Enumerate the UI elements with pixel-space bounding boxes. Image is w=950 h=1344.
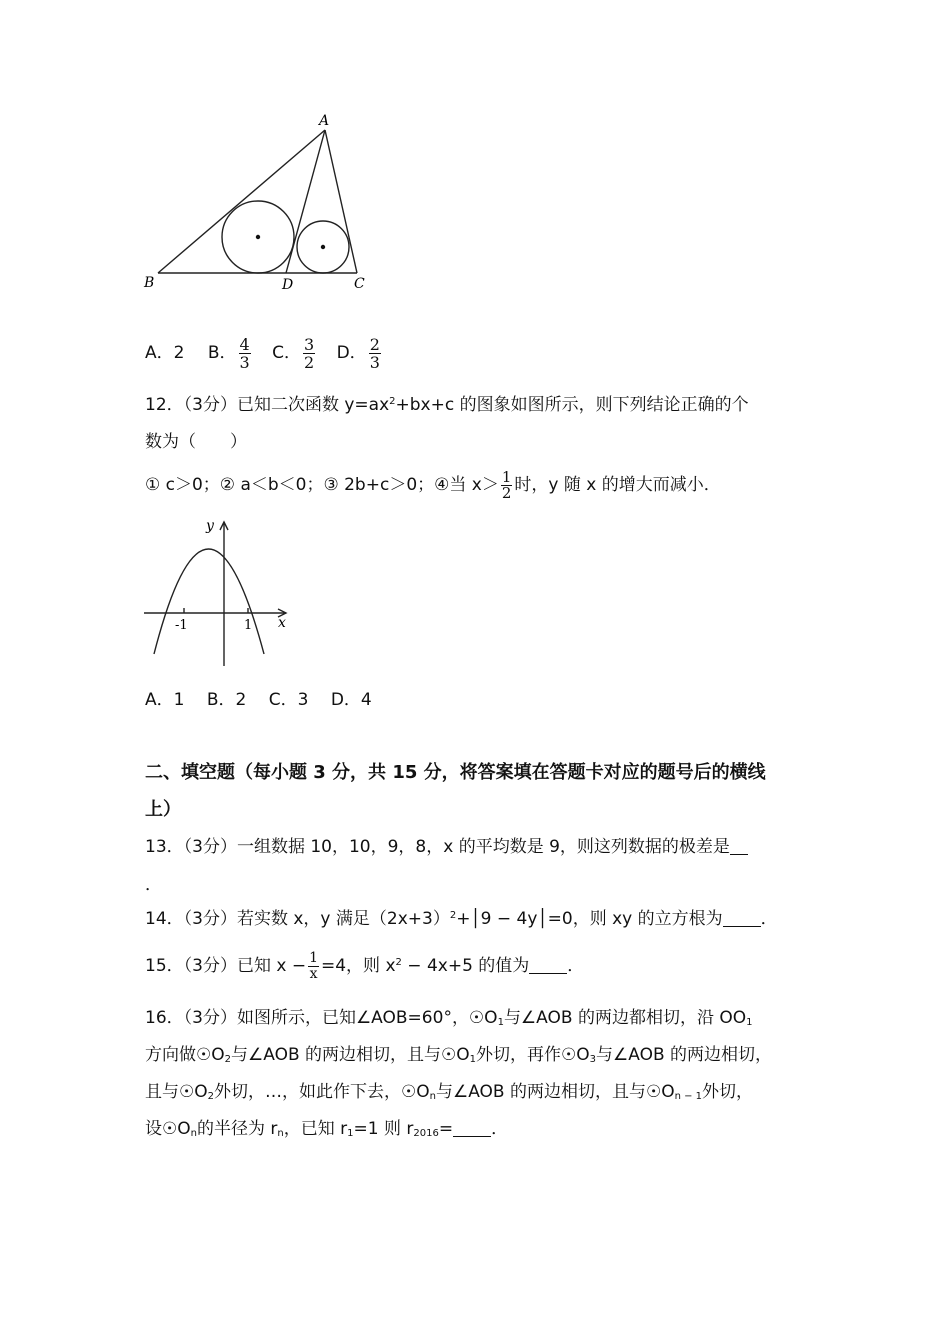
label-a: A [319, 113, 330, 129]
q13-line1: 13．（3分）一组数据 10，10，9，8，x 的平均数是 9，则这列数据的极差是 [145, 832, 748, 857]
q11-option-b-fraction: $\frac{4}{3}$ [239, 334, 250, 372]
parabola-curve [154, 549, 264, 654]
q11-option-d-prefix: D． [336, 343, 367, 363]
q11-option-a: A．2 [145, 343, 185, 363]
q16-line2: 方向做$☉O_2$与∠AOB 的两边相切，且与$☉O_1$外切，再作$☉O_3$与∠AOB 的两边相切， [145, 1045, 773, 1065]
q11-options [145, 333, 383, 373]
q14-answer-blank[interactable] [723, 910, 761, 927]
q12-options: A．1 B．2 C．3 D．4 [145, 690, 372, 710]
q11-option-c-fraction: $\frac{3}{2}$ [304, 334, 315, 372]
q11-option-c-prefix: C． [272, 343, 301, 363]
q16-answer-blank[interactable] [453, 1120, 491, 1137]
q11-option-b-prefix: B． [207, 343, 237, 363]
q16-line1: 16．（3分）如图所示，已知∠AOB=60°，$☉O_1$与∠AOB 的两边都相切，沿 $OO_1$ [145, 1008, 753, 1028]
q12-stem-line2: 数为（ ） [145, 432, 247, 452]
q16-line4: 设$☉O_n$的半径为 $r_n$，已知 $r_1=1$ 则 $r_{2016}=$ ． [145, 1119, 509, 1139]
q15-answer-blank[interactable] [529, 957, 567, 974]
label-d: D [282, 277, 294, 293]
q12-conditions: ① c＞0；② a＜b＜0；③ 2b+c＞0；④当 x＞ $\frac{1}{2}$ 时，y 随 x 的增大而减小． [145, 467, 721, 502]
label-c: C [354, 276, 365, 292]
tick-label-neg1: -1 [175, 618, 188, 633]
q16-line3: 且与$☉O_2$外切，…，如此作下去，$☉O_n$与∠AOB 的两边相切，且与$☉O_{n - 1}$外切， [145, 1082, 754, 1102]
tick-label-1: 1 [244, 618, 253, 633]
q15: 15．（3分）已知 x − $\frac{1}{x}$ =4，则 $x^2 - 4x+5$ 的值为 ． [145, 949, 585, 982]
figure-parabola [138, 514, 298, 672]
axis-label-y: y [206, 518, 214, 534]
figure-triangle-circles [130, 105, 380, 305]
q11-option-d-fraction: $\frac{2}{3}$ [369, 334, 380, 372]
q14: 14．（3分）若实数 x，y 满足$(2x+3)^2+│9$ − 4y│=0，则 xy 的立方根为 ． [145, 909, 778, 929]
section2-heading-line1: 二、填空题（每小题 3 分，共 15 分，将答案填在答题卡对应的题号后的横线 [145, 762, 766, 783]
q13-line2: ． [145, 875, 162, 895]
label-b: B [144, 275, 155, 291]
section2-heading-line2: 上） [145, 799, 181, 820]
q12-stem-line1: 12．（3分）已知二次函数 $y=ax^2+bx+c$ 的图象如图所示，则下列结论正确的个 [145, 395, 749, 415]
q13-answer-blank[interactable] [730, 838, 748, 855]
axis-label-x: x [278, 615, 286, 631]
